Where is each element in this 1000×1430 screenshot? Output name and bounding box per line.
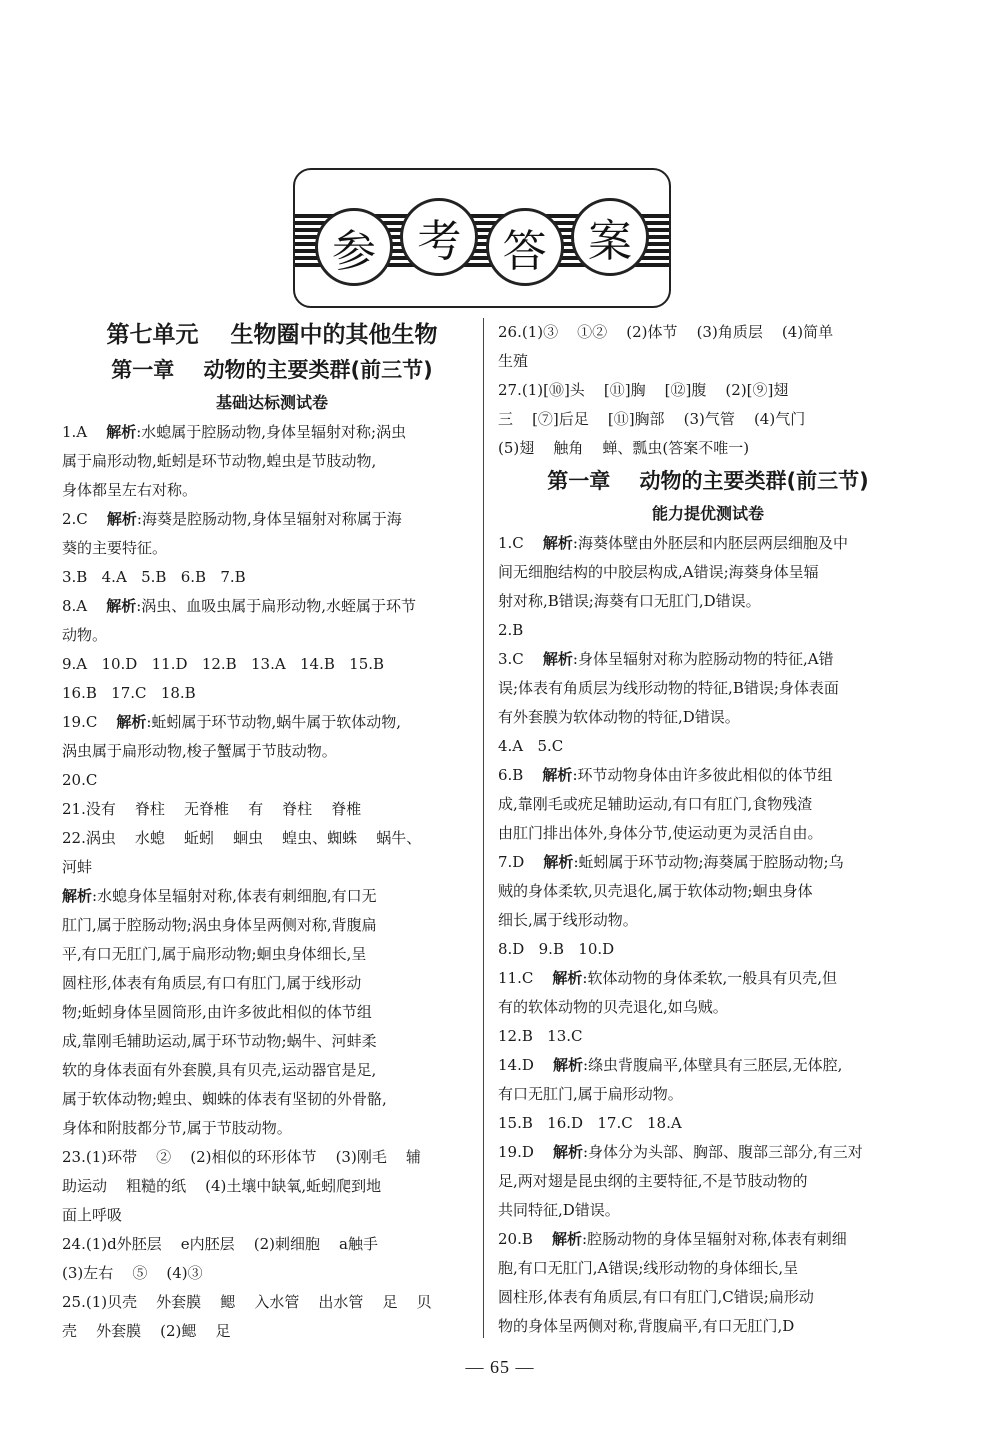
answer-key-banner (293, 168, 671, 308)
answer-number: 14.D (498, 1056, 553, 1074)
answer-number: 6.B (498, 766, 543, 784)
answer-line (62, 505, 482, 534)
answer-line: 23.(1)环带 ② (2)相似的环形体节 (3)刚毛 辅 (62, 1148, 421, 1166)
analysis-label: 解析 (543, 853, 574, 871)
answer-line: 平,有口无肛门,属于扁形动物;蛔虫身体细长,呈 (62, 945, 367, 963)
analysis-label: 解析 (552, 1143, 583, 1161)
answer-line (498, 1138, 918, 1167)
answer-line (62, 708, 482, 737)
answer-line (62, 418, 482, 447)
answer-number: 19.D (498, 1143, 553, 1161)
answer-line (498, 761, 918, 790)
right-top-answer-lines (498, 318, 918, 463)
answer-line: 间无细胞结构的中胶层构成,A错误;海葵身体呈辐 (498, 563, 819, 581)
answer-line: 足,两对翅是昆虫纲的主要特征,不是节肢动物的 (498, 1172, 808, 1190)
answer-line: 细长,属于线形动物。 (498, 911, 638, 929)
answer-line: 有口无肛门,属于扁形动物。 (498, 1085, 683, 1103)
answer-line: 26.(1)③ ①② (2)体节 (3)角质层 (4)简单 (498, 323, 834, 341)
answer-line: 误;体表有角质层为线形动物的特征,B错误;身体表面 (498, 679, 839, 697)
analysis-label: 解析 (542, 534, 573, 552)
answer-line: 助运动 粗糙的纸 (4)土壤中缺氧,蚯蚓爬到地 (62, 1177, 382, 1195)
answer-line: 8.D 9.B 10.D (498, 940, 615, 958)
analysis-label: 解析 (116, 713, 147, 731)
answer-line: 圆柱形,体表有角质层,有口有肛门,属于线形动 (62, 974, 362, 992)
analysis-text: :涡虫、血吸虫属于扁形动物,水蛭属于环节 (136, 597, 417, 615)
analysis-text: :绦虫背腹扁平,体壁具有三胚层,无体腔, (582, 1056, 843, 1074)
answer-line: 面上呼吸 (62, 1206, 123, 1224)
answer-line: 15.B 16.D 17.C 18.A (498, 1114, 682, 1132)
answer-line: 24.(1)d外胚层 e内胚层 (2)刺细胞 a触手 (62, 1235, 378, 1253)
analysis-label: 解析 (551, 1230, 582, 1248)
analysis-text: :水螅属于腔肠动物,身体呈辐射对称;涡虫 (136, 423, 407, 441)
answer-number: 11.C (498, 969, 553, 987)
answer-number: 1.C (498, 534, 543, 552)
analysis-text: :身体呈辐射对称为腔肠动物的特征,A错 (572, 650, 834, 668)
answer-line: 有外套膜为软体动物的特征,D错误。 (498, 708, 740, 726)
banner-char: 案 (571, 198, 649, 276)
answer-line: 由肛门排出体外,身体分节,使运动更为灵活自由。 (498, 824, 823, 842)
answer-line (498, 1225, 918, 1254)
answer-line: 身体都呈左右对称。 (62, 481, 198, 499)
analysis-text: :软体动物的身体柔软,一般具有贝壳,但 (582, 969, 838, 987)
analysis-text: :海葵体壁由外胚层和内胚层两层细胞及中 (572, 534, 848, 552)
test-title: 基础达标测试卷 (215, 393, 328, 412)
banner-circles (315, 198, 649, 280)
banner-char: 答 (486, 208, 564, 286)
analysis-label: 解析 (542, 650, 573, 668)
unit-title: 第七单元 生物圈中的其他生物 (106, 322, 438, 348)
banner-char: 参 (315, 208, 393, 286)
answer-line: 共同特征,D错误。 (498, 1201, 620, 1219)
page-number: — 65 — (465, 1357, 535, 1377)
column-divider (483, 318, 484, 1338)
answer-line: (5)翅 触角 蝉、瓢虫(答案不唯一) (498, 439, 750, 457)
analysis-text: :蚯蚓属于环节动物,蜗牛属于软体动物, (146, 713, 402, 731)
answer-line: 三 [⑦]后足 [⑪]胸部 (3)气管 (4)气门 (498, 410, 806, 428)
answer-line: 葵的主要特征。 (62, 539, 168, 557)
answer-line: 22.涡虫 水螅 蚯蚓 蛔虫 蝗虫、蜘蛛 蜗牛、 (62, 829, 422, 847)
answer-line: 圆柱形,体表有角质层,有口有肛门,C错误;扁形动 (498, 1288, 814, 1306)
right-column (498, 318, 918, 1341)
answer-line (498, 1051, 918, 1080)
answer-number: 8.A (62, 597, 107, 615)
answer-line: 3.B 4.A 5.B 6.B 7.B (62, 568, 246, 586)
answer-line (62, 592, 482, 621)
answer-line: 生殖 (498, 352, 529, 370)
answer-line: 9.A 10.D 11.D 12.B 13.A 14.B 15.B (62, 655, 385, 673)
analysis-label: 解析 (106, 510, 137, 528)
answer-number: 1.A (62, 423, 107, 441)
analysis-label: 解析 (62, 887, 93, 905)
analysis-text: :环节动物身体由许多彼此相似的体节组 (572, 766, 833, 784)
answer-line: 16.B 17.C 18.B (62, 684, 196, 702)
banner-char: 考 (400, 198, 478, 276)
answer-line: 27.(1)[⑩]头 [⑪]胸 [⑫]腹 (2)[⑨]翅 (498, 381, 789, 399)
left-answer-lines (62, 418, 482, 1346)
analysis-label: 解析 (542, 766, 573, 784)
answer-line: 动物。 (62, 626, 108, 644)
answer-line (498, 964, 918, 993)
answer-number: 2.C (62, 510, 107, 528)
answer-line (498, 848, 918, 877)
analysis-text: :水螅身体呈辐射对称,体表有刺细胞,有口无 (92, 887, 377, 905)
answer-line: 软的身体表面有外套膜,具有贝壳,运动器官是足, (62, 1061, 377, 1079)
answer-line: 25.(1)贝壳 外套膜 鳃 入水管 出水管 足 贝 (62, 1293, 432, 1311)
answer-line: 12.B 13.C (498, 1027, 583, 1045)
answer-line: 成,靠刚毛辅助运动,属于环节动物;蜗牛、河蚌柔 (62, 1032, 377, 1050)
answer-line: 有的软体动物的贝壳退化,如乌贼。 (498, 998, 728, 1016)
right-answer-lines (498, 529, 918, 1341)
answer-line: 20.C (62, 771, 98, 789)
answer-line: 射对称,B错误;海葵有口无肛门,D错误。 (498, 592, 761, 610)
chapter-title-2: 第一章 动物的主要类群(前三节) (547, 469, 869, 493)
answer-line: 肛门,属于腔肠动物;涡虫身体呈两侧对称,背腹扁 (62, 916, 377, 934)
answer-line: (3)左右 ⑤ (4)③ (62, 1264, 203, 1282)
answer-line (498, 529, 918, 558)
analysis-text: :海葵是腔肠动物,身体呈辐射对称属于海 (136, 510, 402, 528)
analysis-label: 解析 (106, 597, 137, 615)
left-column (62, 318, 482, 1346)
answer-number: 20.B (498, 1230, 552, 1248)
answer-line (62, 882, 482, 911)
answer-line: 胞,有口无肛门,A错误;线形动物的身体细长,呈 (498, 1259, 799, 1277)
answer-line: 属于扁形动物,蚯蚓是环节动物,蝗虫是节肢动物, (62, 452, 377, 470)
analysis-text: :身体分为头部、胸部、腹部三部分,有三对 (582, 1143, 863, 1161)
answer-line: 河蚌 (62, 858, 93, 876)
answer-number: 7.D (498, 853, 544, 871)
chapter-title: 第一章 动物的主要类群(前三节) (111, 358, 433, 382)
answer-line: 21.没有 脊柱 无脊椎 有 脊柱 脊椎 (62, 800, 362, 818)
answer-line: 物;蚯蚓身体呈圆筒形,由许多彼此相似的体节组 (62, 1003, 372, 1021)
analysis-text: :腔肠动物的身体呈辐射对称,体表有刺细 (581, 1230, 847, 1248)
answer-line: 贼的身体柔软,贝壳退化,属于软体动物;蛔虫身体 (498, 882, 813, 900)
answer-line: 涡虫属于扁形动物,梭子蟹属于节肢动物。 (62, 742, 337, 760)
analysis-label: 解析 (106, 423, 137, 441)
answer-line: 2.B (498, 621, 524, 639)
answer-line: 属于软体动物;蝗虫、蜘蛛的体表有坚韧的外骨骼, (62, 1090, 387, 1108)
test-title-2: 能力提优测试卷 (651, 504, 764, 523)
answer-line: 壳 外套膜 (2)鳃 足 (62, 1322, 231, 1340)
answer-line: 4.A 5.C (498, 737, 564, 755)
answer-line: 身体和附肢都分节,属于节肢动物。 (62, 1119, 292, 1137)
answer-line (498, 645, 918, 674)
analysis-label: 解析 (552, 969, 583, 987)
answer-number: 19.C (62, 713, 117, 731)
answer-number: 3.C (498, 650, 543, 668)
analysis-text: :蚯蚓属于环节动物;海葵属于腔肠动物;乌 (573, 853, 844, 871)
analysis-label: 解析 (552, 1056, 583, 1074)
answer-line: 物的身体呈两侧对称,背腹扁平,有口无肛门,D (498, 1317, 795, 1335)
answer-line: 成,靠刚毛或疣足辅助运动,有口有肛门,食物残渣 (498, 795, 813, 813)
